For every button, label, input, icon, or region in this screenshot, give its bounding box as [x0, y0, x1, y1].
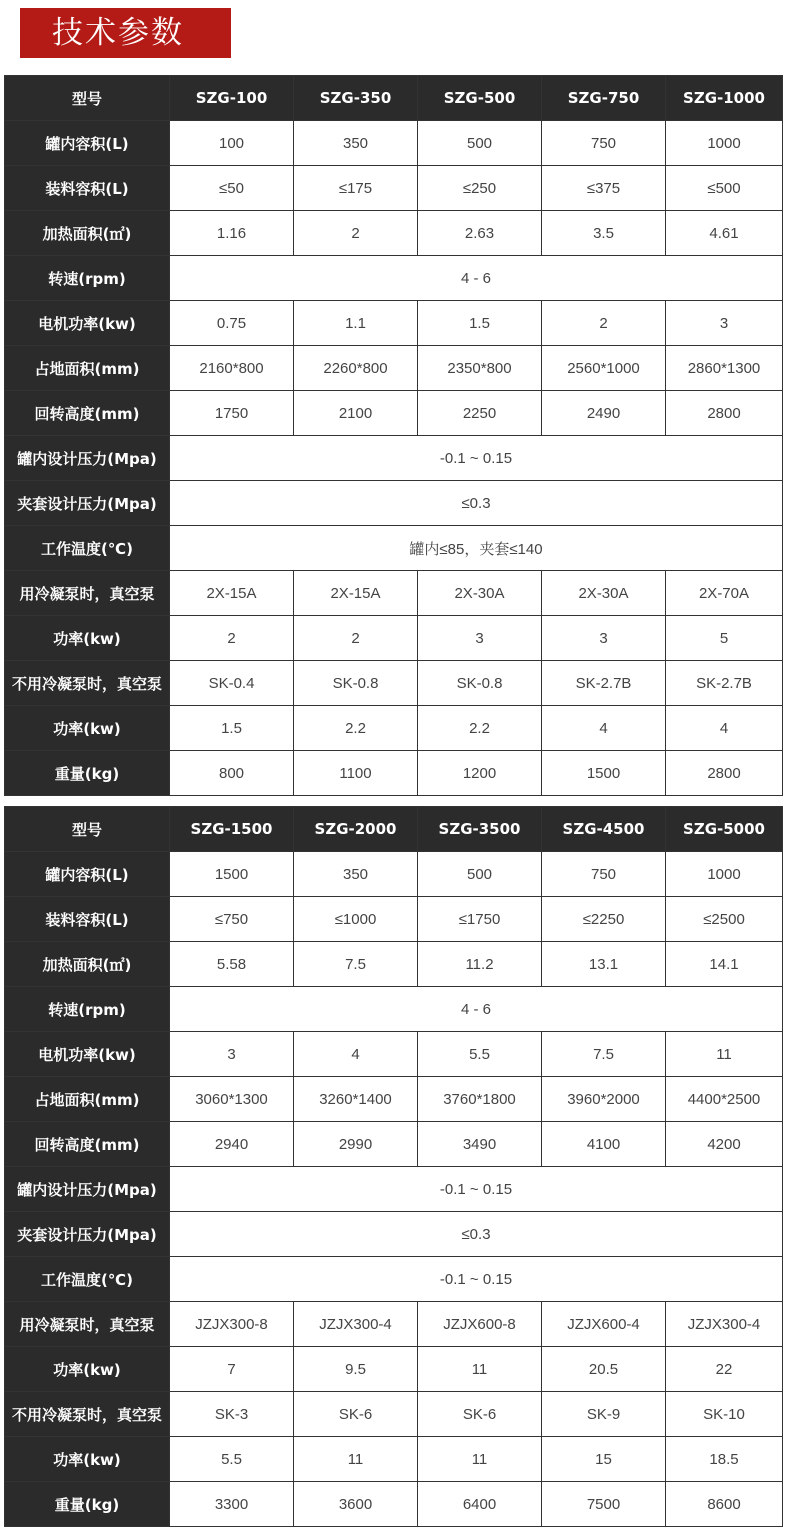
value-cell: SK-0.4: [170, 661, 294, 706]
value-cell: 7: [170, 1347, 294, 1392]
row-label: 罐内设计压力(Mpa): [5, 1167, 170, 1212]
value-cell: 2: [294, 616, 418, 661]
value-cell: 2560*1000: [542, 346, 666, 391]
value-cell: 11.2: [418, 942, 542, 987]
model-header-cell: SZG-1000: [666, 76, 783, 121]
value-cell: 2250: [418, 391, 542, 436]
value-cell: 1.5: [170, 706, 294, 751]
value-cell: 2X-15A: [294, 571, 418, 616]
row-label: 回转高度(mm): [5, 1122, 170, 1167]
row-label: 占地面积(mm): [5, 1077, 170, 1122]
row-label: 罐内容积(L): [5, 121, 170, 166]
table-row: [5, 166, 783, 211]
row-label: 夹套设计压力(Mpa): [5, 1212, 170, 1257]
value-cell: 3: [542, 616, 666, 661]
model-header-cell: SZG-3500: [418, 807, 542, 852]
value-cell: JZJX300-4: [294, 1302, 418, 1347]
table-row: [5, 1302, 783, 1347]
table-row: [5, 1212, 783, 1257]
value-cell: 3: [170, 1032, 294, 1077]
model-header-cell: SZG-750: [542, 76, 666, 121]
merged-value-cell: -0.1 ~ 0.15: [170, 1167, 783, 1212]
value-cell: 7.5: [294, 942, 418, 987]
value-cell: JZJX300-4: [666, 1302, 783, 1347]
value-cell: 2: [294, 211, 418, 256]
row-label: 工作温度(℃): [5, 526, 170, 571]
value-cell: ≤250: [418, 166, 542, 211]
value-cell: ≤50: [170, 166, 294, 211]
row-label: 电机功率(kw): [5, 1032, 170, 1077]
value-cell: 3.5: [542, 211, 666, 256]
value-cell: 2X-30A: [418, 571, 542, 616]
merged-value-cell: ≤0.3: [170, 1212, 783, 1257]
table-row: [5, 751, 783, 796]
table-row: [5, 121, 783, 166]
value-cell: 1000: [666, 852, 783, 897]
value-cell: 750: [542, 121, 666, 166]
table-row: [5, 256, 783, 301]
row-label: 用冷凝泵时，真空泵: [5, 1302, 170, 1347]
value-cell: 2860*1300: [666, 346, 783, 391]
value-cell: 3600: [294, 1482, 418, 1527]
value-cell: 1100: [294, 751, 418, 796]
row-label: 工作温度(℃): [5, 1257, 170, 1302]
value-cell: 2490: [542, 391, 666, 436]
table-row: [5, 211, 783, 256]
row-label: 罐内设计压力(Mpa): [5, 436, 170, 481]
value-cell: 3060*1300: [170, 1077, 294, 1122]
value-cell: 1.1: [294, 301, 418, 346]
row-label: 电机功率(kw): [5, 301, 170, 346]
value-cell: 2800: [666, 751, 783, 796]
merged-value-cell: -0.1 ~ 0.15: [170, 1257, 783, 1302]
value-cell: 2940: [170, 1122, 294, 1167]
value-cell: 14.1: [666, 942, 783, 987]
table-row: [5, 1257, 783, 1302]
value-cell: 5.5: [170, 1437, 294, 1482]
header-label-cell: 型号: [5, 76, 170, 121]
model-header-cell: SZG-100: [170, 76, 294, 121]
table-row: [5, 897, 783, 942]
value-cell: 0.75: [170, 301, 294, 346]
row-label: 回转高度(mm): [5, 391, 170, 436]
value-cell: 2800: [666, 391, 783, 436]
table-row: [5, 301, 783, 346]
table-row: [5, 942, 783, 987]
value-cell: 2: [170, 616, 294, 661]
value-cell: 5.58: [170, 942, 294, 987]
table-row: [5, 346, 783, 391]
value-cell: 500: [418, 121, 542, 166]
row-label: 加热面积(㎡): [5, 942, 170, 987]
value-cell: 18.5: [666, 1437, 783, 1482]
value-cell: 4: [294, 1032, 418, 1077]
row-label: 转速(rpm): [5, 256, 170, 301]
table-row: [5, 1482, 783, 1527]
row-label: 夹套设计压力(Mpa): [5, 481, 170, 526]
value-cell: 100: [170, 121, 294, 166]
value-cell: 4.61: [666, 211, 783, 256]
value-cell: 2X-70A: [666, 571, 783, 616]
value-cell: 1.16: [170, 211, 294, 256]
table-row: [5, 481, 783, 526]
value-cell: 5.5: [418, 1032, 542, 1077]
model-header-cell: SZG-4500: [542, 807, 666, 852]
row-label: 罐内容积(L): [5, 852, 170, 897]
value-cell: 4: [542, 706, 666, 751]
value-cell: SK-2.7B: [666, 661, 783, 706]
table-row: [5, 436, 783, 481]
table-row: [5, 526, 783, 571]
value-cell: SK-6: [294, 1392, 418, 1437]
value-cell: JZJX600-8: [418, 1302, 542, 1347]
value-cell: ≤1000: [294, 897, 418, 942]
value-cell: 7.5: [542, 1032, 666, 1077]
value-cell: 2260*800: [294, 346, 418, 391]
value-cell: 3490: [418, 1122, 542, 1167]
value-cell: 15: [542, 1437, 666, 1482]
value-cell: 1.5: [418, 301, 542, 346]
section-title: 技术参数: [20, 8, 231, 58]
row-label: 功率(kw): [5, 1437, 170, 1482]
value-cell: SK-0.8: [418, 661, 542, 706]
table-row: [5, 1032, 783, 1077]
spec-table-2: [4, 806, 783, 1527]
value-cell: JZJX600-4: [542, 1302, 666, 1347]
header-label-cell: 型号: [5, 807, 170, 852]
value-cell: 2350*800: [418, 346, 542, 391]
table-row: [5, 706, 783, 751]
value-cell: 3: [418, 616, 542, 661]
value-cell: 2100: [294, 391, 418, 436]
value-cell: 800: [170, 751, 294, 796]
table-row: [5, 616, 783, 661]
value-cell: SK-2.7B: [542, 661, 666, 706]
value-cell: 2.2: [294, 706, 418, 751]
model-header-cell: SZG-5000: [666, 807, 783, 852]
value-cell: ≤175: [294, 166, 418, 211]
value-cell: ≤750: [170, 897, 294, 942]
value-cell: 3960*2000: [542, 1077, 666, 1122]
table-row: [5, 1167, 783, 1212]
value-cell: 7500: [542, 1482, 666, 1527]
table-row: [5, 661, 783, 706]
spec-table-1: [4, 75, 783, 796]
table-row: [5, 1392, 783, 1437]
value-cell: JZJX300-8: [170, 1302, 294, 1347]
row-label: 装料容积(L): [5, 166, 170, 211]
value-cell: 2990: [294, 1122, 418, 1167]
value-cell: 9.5: [294, 1347, 418, 1392]
table-row: [5, 1122, 783, 1167]
model-header-cell: SZG-1500: [170, 807, 294, 852]
value-cell: 4100: [542, 1122, 666, 1167]
value-cell: 4: [666, 706, 783, 751]
value-cell: 1500: [542, 751, 666, 796]
value-cell: 11: [294, 1437, 418, 1482]
value-cell: 350: [294, 852, 418, 897]
value-cell: 8600: [666, 1482, 783, 1527]
value-cell: 2.63: [418, 211, 542, 256]
value-cell: 11: [666, 1032, 783, 1077]
value-cell: 2X-15A: [170, 571, 294, 616]
value-cell: 11: [418, 1437, 542, 1482]
value-cell: ≤2250: [542, 897, 666, 942]
value-cell: ≤375: [542, 166, 666, 211]
value-cell: 3760*1800: [418, 1077, 542, 1122]
model-header-cell: SZG-350: [294, 76, 418, 121]
value-cell: 2160*800: [170, 346, 294, 391]
row-label: 重量(kg): [5, 751, 170, 796]
value-cell: 1500: [170, 852, 294, 897]
value-cell: 750: [542, 852, 666, 897]
value-cell: SK-6: [418, 1392, 542, 1437]
model-header-cell: SZG-500: [418, 76, 542, 121]
table-header-row: [5, 76, 783, 121]
value-cell: 6400: [418, 1482, 542, 1527]
table-row: [5, 391, 783, 436]
value-cell: SK-3: [170, 1392, 294, 1437]
value-cell: 1750: [170, 391, 294, 436]
table-row: [5, 987, 783, 1032]
value-cell: ≤2500: [666, 897, 783, 942]
model-header-cell: SZG-2000: [294, 807, 418, 852]
row-label: 不用冷凝泵时，真空泵: [5, 661, 170, 706]
table-header-row: [5, 807, 783, 852]
value-cell: 3260*1400: [294, 1077, 418, 1122]
value-cell: ≤1750: [418, 897, 542, 942]
merged-value-cell: 4 - 6: [170, 256, 783, 301]
merged-value-cell: ≤0.3: [170, 481, 783, 526]
row-label: 转速(rpm): [5, 987, 170, 1032]
value-cell: 1000: [666, 121, 783, 166]
row-label: 功率(kw): [5, 616, 170, 661]
value-cell: SK-9: [542, 1392, 666, 1437]
value-cell: 1200: [418, 751, 542, 796]
value-cell: 3300: [170, 1482, 294, 1527]
value-cell: 350: [294, 121, 418, 166]
row-label: 占地面积(mm): [5, 346, 170, 391]
value-cell: 4400*2500: [666, 1077, 783, 1122]
value-cell: ≤500: [666, 166, 783, 211]
table-row: [5, 1347, 783, 1392]
value-cell: 22: [666, 1347, 783, 1392]
table-row: [5, 852, 783, 897]
merged-value-cell: -0.1 ~ 0.15: [170, 436, 783, 481]
row-label: 用冷凝泵时，真空泵: [5, 571, 170, 616]
row-label: 功率(kw): [5, 706, 170, 751]
table-row: [5, 1077, 783, 1122]
value-cell: 11: [418, 1347, 542, 1392]
value-cell: SK-10: [666, 1392, 783, 1437]
row-label: 功率(kw): [5, 1347, 170, 1392]
table-row: [5, 1437, 783, 1482]
merged-value-cell: 4 - 6: [170, 987, 783, 1032]
value-cell: 20.5: [542, 1347, 666, 1392]
value-cell: 500: [418, 852, 542, 897]
row-label: 不用冷凝泵时，真空泵: [5, 1392, 170, 1437]
value-cell: 2: [542, 301, 666, 346]
value-cell: 5: [666, 616, 783, 661]
row-label: 加热面积(㎡): [5, 211, 170, 256]
value-cell: 3: [666, 301, 783, 346]
value-cell: SK-0.8: [294, 661, 418, 706]
merged-value-cell: 罐内≤85，夹套≤140: [170, 526, 783, 571]
value-cell: 2.2: [418, 706, 542, 751]
row-label: 装料容积(L): [5, 897, 170, 942]
value-cell: 13.1: [542, 942, 666, 987]
table-row: [5, 571, 783, 616]
value-cell: 2X-30A: [542, 571, 666, 616]
value-cell: 4200: [666, 1122, 783, 1167]
row-label: 重量(kg): [5, 1482, 170, 1527]
